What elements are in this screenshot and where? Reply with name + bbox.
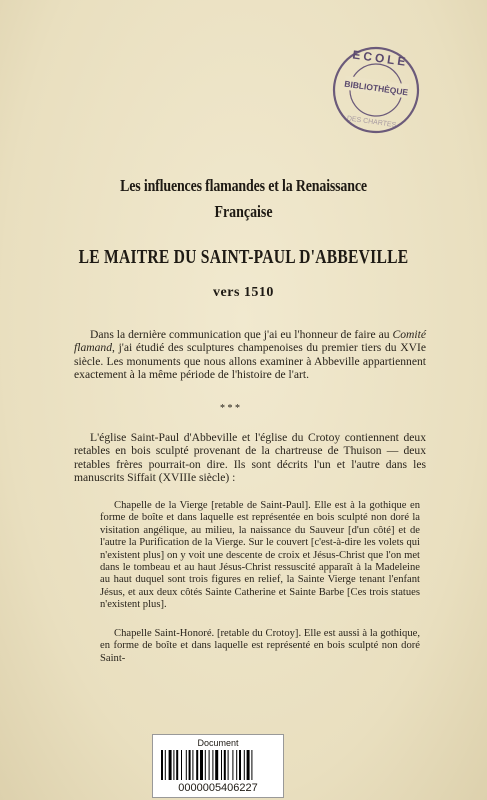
stamp-middle-text: BIBLIOTHÈQUE [343, 78, 409, 98]
quotation-2: Chapelle Saint-Honoré. [retable du Crotoy]. Elle est aussi à la gothique, en forme de boîte et dans laquelle est représenté en bois sculpté non doré Saint- [100, 628, 420, 664]
paragraph-2: L'église Saint-Paul d'Abbeville et l'église du Crotoy contiennent deux retables en bois sculpté provenant de la chartreuse de Thuison — deux retables frères pourrait-on dire. Ils sont décrits l'un et l'autre dans les manuscrits Siffait (XVIIIe siècle) : [74, 431, 426, 485]
stamp-top-text: ECOLE [351, 47, 410, 70]
section-separator: * * * [220, 403, 240, 414]
quotation-1: Chapelle de la Vierge [retable de Saint-Paul]. Elle est à la gothique en forme de boîte et dans laquelle est représentée en bois sculpté non doré la visitation angélique, au milieu, la naissance du Sauveur [d'un côté] et de l'autre la Purification de la Vierge. Sur le couvert [c'est-à-dire les volets qui n'existent plus] on y voit une descente de croix et Jésus-Christ que l'on met dans le tombeau et au haut Jésus-Christ ressuscité apparaît à la Madeleine au haut duquel sont trois figures en relief, la Sainte Vierge tenant l'enfant Jésus, et aux deux côtés Sainte Catherine et Sainte Barbe [Ces trois statues n'existent plus]. [100, 500, 420, 611]
subtitle-line-2: Française [214, 202, 273, 221]
paragraph-1 [74, 328, 426, 382]
barcode-title: Document [197, 738, 239, 748]
subtitle-line-1: Les influences flamandes et la Renaissance [120, 176, 367, 195]
p1-text-start: Dans la dernière communication que j'ai eu l'honneur de faire au [90, 328, 393, 341]
p1-text-end: , j'ai étudié des sculptures champenoises du premier tiers du XVIe siècle. Les monuments que nous allons examiner à Abbeville appartiennent exactement à la même période de l'histoire de l'art. [74, 341, 426, 382]
barcode-number: 0000005406227 [178, 782, 258, 794]
barcode-icon [161, 750, 275, 780]
stamp-bottom-text: DES CHARTES [346, 115, 397, 130]
date-line: vers 1510 [213, 285, 274, 300]
page-title: LE MAITRE DU SAINT-PAUL D'ABBEVILLE [78, 246, 409, 268]
library-stamp [324, 38, 428, 142]
barcode-label [152, 734, 284, 798]
p1-italic-text: Comité flamand [74, 328, 426, 355]
